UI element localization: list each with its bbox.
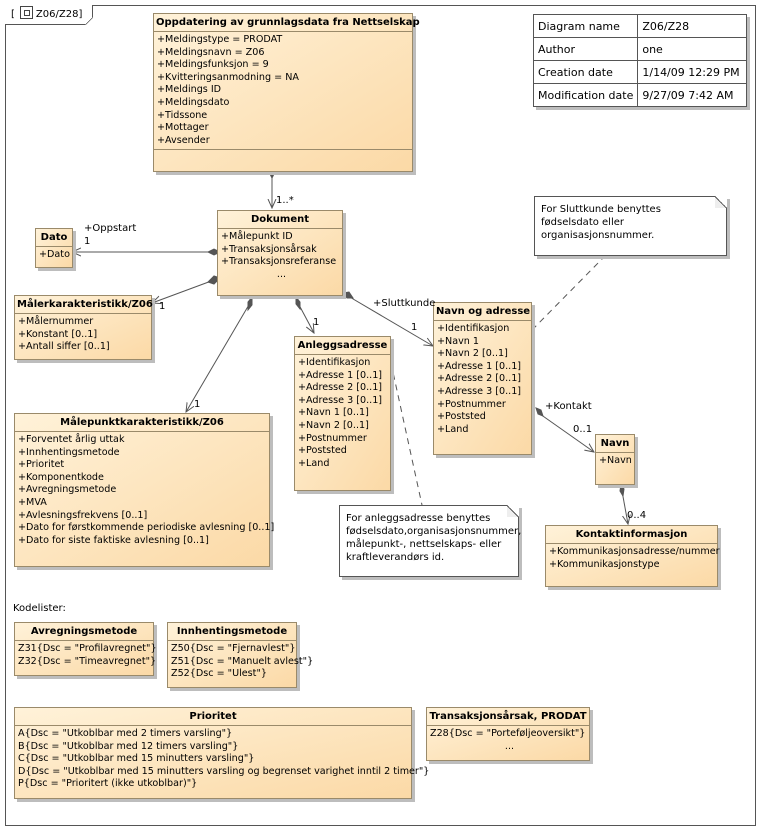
mult-label: 0..4 (627, 510, 647, 521)
class-navn[interactable]: Navn +Navn (595, 434, 635, 485)
attribute: +Avsender (157, 134, 210, 146)
role-label: +Kontakt (545, 401, 592, 412)
attr-list (36, 247, 72, 264)
attribute: Z51{Dsc = "Manuelt avlest"} (171, 655, 314, 667)
attribute: Z31{Dsc = "Profilavregnet"} (18, 643, 157, 654)
mult-label: 0..1 (573, 424, 593, 435)
role-label: +Sluttkunde (373, 298, 436, 309)
role-label: +Oppstart (84, 223, 137, 234)
attribute: +Dato (39, 249, 70, 260)
attribute: +Navn 2 [0..1] (437, 348, 508, 360)
attribute: +Kommunikasjonstype (549, 558, 660, 570)
attribute: +Poststed (298, 445, 347, 457)
info-row: Creation date 1/14/09 12:29 PM (534, 61, 747, 84)
diagram-icon (20, 6, 33, 19)
diagram-info-table (533, 14, 747, 107)
class-oppdatering[interactable]: Oppdatering av grunnlagsdata fra Nettselskap +Meldingstype = PRODAT +Meldingsnavn = Z06 +Meldingsfunksjon = 9 +Kvitteringsanmodning = NA +Meldings ID +Meldingsdato +Tidssone +Mottager +Avsender (153, 13, 413, 172)
attr-list (15, 726, 430, 793)
attribute: Z50{Dsc = "Fjernavlest"} (171, 643, 296, 654)
diagram-frame-tab[interactable]: [ Z06/Z28] (5, 5, 93, 25)
attribute: C{Dsc = "Utkoblbar med 15 minutters varsling"} (18, 753, 255, 765)
attribute: +Dato for førstkommende periodiske avlesning [0..1] (18, 522, 275, 534)
class-malepunktkarakteristikk[interactable]: Målepunktkarakteristikk/Z06 +Forventet årlig uttak +Innhentingsmetode +Prioritet +Komponentkode +Avregningsmetode +MVA +Avlesningsfrekvens [0..1] +Dato for førstkommende periodiske avlesning [0..1] +Dato for siste faktiske avlesning [0..1] (14, 413, 270, 567)
note-sluttkunde[interactable]: For Sluttkunde benyttes fødselsdato eller organisasjonsnummer. (534, 196, 727, 256)
info-row: Diagram name Z06/Z28 (534, 15, 747, 38)
enum-innhentingsmetode[interactable]: Innhentingsmetode Z50{Dsc = "Fjernavlest"} Z51{Dsc = "Manuelt avlest"} Z52{Dsc = "Ulest"} (167, 622, 297, 688)
attribute: +Identifikasjon (298, 357, 371, 368)
info-row: Author one (534, 38, 747, 61)
mult-label: 1 (194, 399, 201, 410)
attribute: +Land (437, 423, 469, 435)
attribute: ... (504, 740, 515, 752)
attribute: +Adresse 3 [0..1] (298, 394, 383, 406)
attribute: +Målepunkt ID (221, 231, 293, 242)
attribute: +Avregningsmetode (18, 484, 117, 496)
frame-title: Z06/Z28 (35, 9, 79, 20)
attribute: +Postnummer (437, 398, 506, 410)
attribute: +Meldingsdato (157, 96, 230, 108)
attribute: +Adresse 2 [0..1] (298, 382, 383, 394)
enum-avregningsmetode[interactable]: Avregningsmetode Z31{Dsc = "Profilavregnet"} Z32{Dsc = "Timeavregnet"} (14, 622, 154, 676)
attribute: B{Dsc = "Utkoblbar med 12 timers varsling"} (18, 740, 239, 752)
mult-label: 1 (411, 322, 418, 333)
class-dato[interactable]: Dato +Dato (35, 228, 73, 268)
class-navn-og-adresse[interactable]: Navn og adresse +Identifikasjon +Navn 1 +Navn 2 [0..1] +Adresse 1 [0..1] +Adresse 2 [0..1] +Adresse 3 [0..1] +Postnummer +Poststed +Land (433, 302, 532, 455)
attribute: +Adresse 1 [0..1] (437, 360, 522, 372)
attribute: +Adresse 1 [0..1] (298, 369, 383, 381)
attribute: +Tidssone (157, 109, 208, 121)
attribute: +Innhentingsmetode (18, 446, 120, 458)
attr-list (218, 229, 342, 283)
attribute: +Land (298, 457, 330, 469)
attribute: +Kvitteringsanmodning = NA (157, 71, 299, 83)
attribute: +Identifikasjon (437, 323, 510, 334)
attribute: A{Dsc = "Utkoblbar med 2 timers varsling"} (18, 728, 233, 739)
attr-list (546, 544, 720, 573)
attr-list (596, 453, 634, 470)
class-anleggsadresse[interactable]: Anleggsadresse +Identifikasjon +Adresse 1 [0..1] +Adresse 2 [0..1] +Adresse 3 [0..1] +Navn 1 [0..1] +Navn 2 [0..1] +Postnummer +Poststed +Land (294, 336, 391, 491)
attribute: +Navn 1 (437, 335, 480, 347)
attribute: +Konstant [0..1] (18, 328, 98, 340)
attribute: +Kommunikasjonsadresse/nummer (549, 546, 720, 557)
attribute: +MVA (18, 496, 47, 508)
attribute: Z52{Dsc = "Ulest"} (171, 668, 267, 680)
attr-list (295, 355, 390, 472)
attr-list (168, 641, 314, 683)
mult-label: 1 (159, 301, 166, 312)
attribute: +Meldingsnavn = Z06 (157, 46, 265, 58)
kodelister-title: Kodelister: (13, 603, 66, 614)
mult-label: 1 (84, 236, 91, 247)
info-row: Modification date 9/27/09 7:42 AM (534, 84, 747, 107)
attribute: +Navn (599, 455, 632, 466)
class-dokument[interactable]: Dokument +Målepunkt ID +Transaksjonsårsak +Transaksjonsreferanse ... (217, 210, 343, 296)
attr-list (15, 641, 157, 670)
class-kontaktinformasjon[interactable]: Kontaktinformasjon +Kommunikasjonsadresse/nummer +Kommunikasjonstype (545, 525, 718, 587)
attribute: +Avlesningsfrekvens [0..1] (18, 509, 148, 521)
note-anleggsadresse[interactable]: For anleggsadresse benyttes fødselsdato,organisasjonsnummer, målepunkt-, nettselskaps- eller kraftleverandørs id. (339, 505, 519, 577)
class-malerkarakteristikk[interactable]: Målerkarakteristikk/Z06 +Målernummer +Konstant [0..1] +Antall siffer [0..1] (14, 295, 152, 360)
attribute: +Adresse 2 [0..1] (437, 373, 522, 385)
attr-list (15, 432, 275, 549)
attribute: +Poststed (437, 411, 486, 423)
attr-list (434, 321, 531, 438)
attribute: Z32{Dsc = "Timeavregnet"} (18, 655, 157, 667)
attribute: +Postnummer (298, 432, 367, 444)
attribute: +Målernummer (18, 316, 94, 327)
mult-label: 1..* (276, 195, 294, 206)
attr-list (15, 314, 151, 356)
attr-list (427, 726, 589, 755)
enum-prioritet[interactable]: Prioritet A{Dsc = "Utkoblbar med 2 timers varsling"} B{Dsc = "Utkoblbar med 12 timers varsling"} C{Dsc = "Utkoblbar med 15 minutters varsling"} D{Dsc = "Utkoblbar med 15 minutters varsling og begrenset varighet inntil 2 timer"} P{Dsc = "Prioritert (ikke utkoblbar)"} (14, 707, 412, 799)
attribute: +Forventet årlig uttak (18, 434, 125, 445)
attribute: +Transaksjonsreferanse (221, 256, 337, 268)
attribute: +Dato for siste faktiske avlesning [0..1] (18, 534, 209, 546)
attribute: +Mottager (157, 122, 209, 134)
attribute: D{Dsc = "Utkoblbar med 15 minutters varsling og begrenset varighet inntil 2 timer"} (18, 765, 430, 777)
attribute: +Navn 1 [0..1] (298, 407, 369, 419)
attribute: +Navn 2 [0..1] (298, 419, 369, 431)
attribute: +Adresse 3 [0..1] (437, 385, 522, 397)
attribute: +Komponentkode (18, 471, 104, 483)
attribute: Z28{Dsc = "Porteføljeoversikt"} (430, 728, 586, 739)
attribute: ... (276, 268, 287, 280)
attr-list (154, 32, 412, 150)
attribute: +Antall siffer [0..1] (18, 341, 110, 353)
mult-label: 1 (313, 317, 320, 328)
attribute: +Meldingsfunksjon = 9 (157, 59, 269, 71)
attribute: +Transaksjonsårsak (221, 243, 317, 255)
attribute: +Prioritet (18, 459, 65, 471)
attribute: +Meldingstype = PRODAT (157, 34, 283, 45)
attribute: +Meldings ID (157, 84, 222, 96)
enum-transaksjonsarsak[interactable]: Transaksjonsårsak, PRODAT Z28{Dsc = "Porteføljeoversikt"} ... (426, 707, 590, 761)
attribute: P{Dsc = "Prioritert (ikke utkoblbar)"} (18, 778, 198, 790)
